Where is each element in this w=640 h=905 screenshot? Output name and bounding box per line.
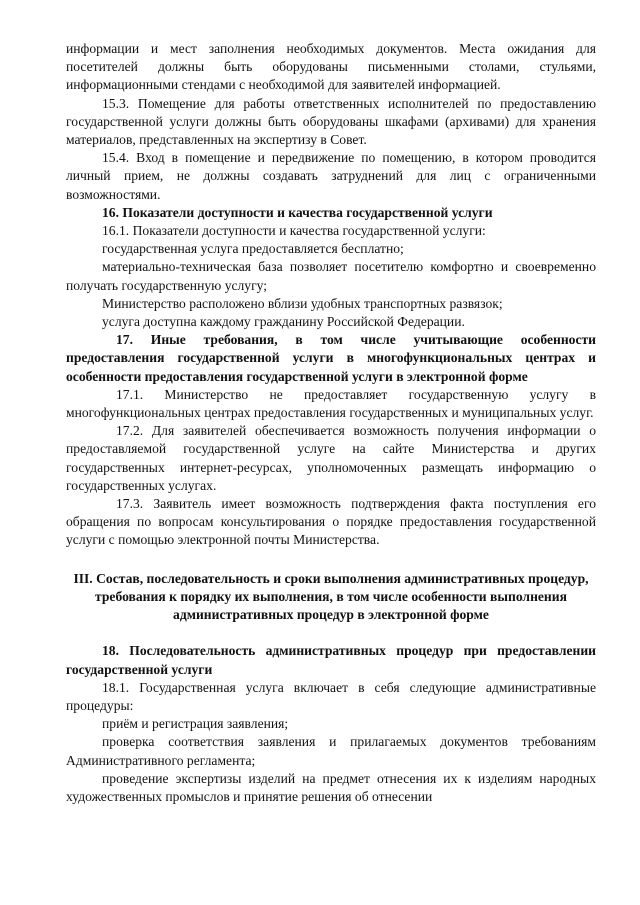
list-item-expertise: проведение экспертизы изделий на предмет отнесения их к изделиям народных художественных промыслов и принятие решения об отнесении bbox=[66, 770, 596, 804]
list-item-location: Министерство расположено вблизи удобных транспортных развязок; bbox=[102, 295, 503, 311]
spacer bbox=[66, 624, 596, 642]
paragraph-16-1: 16.1. Показатели доступности и качества государственной услуги: bbox=[102, 223, 486, 239]
list-item-availability: услуга доступна каждому гражданину Российской Федерации. bbox=[102, 314, 465, 330]
section-heading-17: 17. Иные требования, в том числе учитывающие особенности предоставления государственной услуги в многофункциональных центрах и особенности предоставления государственной услуги в электронной форме bbox=[66, 332, 596, 384]
list-item-material-base: материально-техническая база позволяет посетителю комфортно и своевременно получать государственную услугу; bbox=[66, 259, 596, 293]
list-item-registration: приём и регистрация заявления; bbox=[102, 716, 289, 732]
chapter-heading-III: III. Состав, последовательность и сроки выполнения административных процедур, требования к порядку их выполнения, в том числе особенности выполнения административных процедур в электронной форме bbox=[73, 570, 589, 623]
paragraph-17-2: 17.2. Для заявителей обеспечивается возможность получения информации о предоставляемой государственной услуге на сайте Министерства и других государственных интернет-ресурсах, уполномоченных размещать информацию о государственных услугах. bbox=[66, 423, 596, 493]
paragraph-15-4: 15.4. Вход в помещение и передвижение по помещению, в котором проводится личный прием, не должны создавать затруднений для лиц с ограниченными возможностями. bbox=[66, 150, 596, 202]
section-heading-16: 16. Показатели доступности и качества государственной услуги bbox=[102, 204, 493, 220]
section-heading-18: 18. Последовательность административных процедур при предоставлении государственной услуги bbox=[66, 643, 596, 677]
paragraph-17-3: 17.3. Заявитель имеет возможность подтверждения факта поступления его обращения по вопросам консультирования о порядке предоставления государственной услуги с помощью электронной почты Министерства. bbox=[66, 496, 596, 548]
paragraph-15-3: 15.3. Помещение для работы ответственных исполнителей по предоставлению государственной услуги должны быть оборудованы шкафами (архивами) для хранения материалов, представленных на экспертизу в Совет. bbox=[66, 95, 596, 148]
paragraph-18-1: 18.1. Государственная услуга включает в себя следующие административные процедуры: bbox=[66, 679, 596, 713]
paragraph-continuation: информации и мест заполнения необходимых документов. Места ожидания для посетителей должны быть оборудованы письменными столами, стульями, информационными стендами с необходимой для заявителей информацией. bbox=[66, 41, 596, 93]
spacer bbox=[66, 550, 596, 570]
document-page bbox=[66, 40, 596, 806]
paragraph-17-1: 17.1. Министерство не предоставляет государственную услугу в многофункциональных центрах предоставления государственных и муниципальных услуг. bbox=[66, 386, 596, 421]
list-item-free-service: государственная услуга предоставляется бесплатно; bbox=[102, 241, 404, 257]
list-item-verification: проверка соответствия заявления и прилагаемых документов требованиям Административного регламента; bbox=[66, 734, 596, 768]
